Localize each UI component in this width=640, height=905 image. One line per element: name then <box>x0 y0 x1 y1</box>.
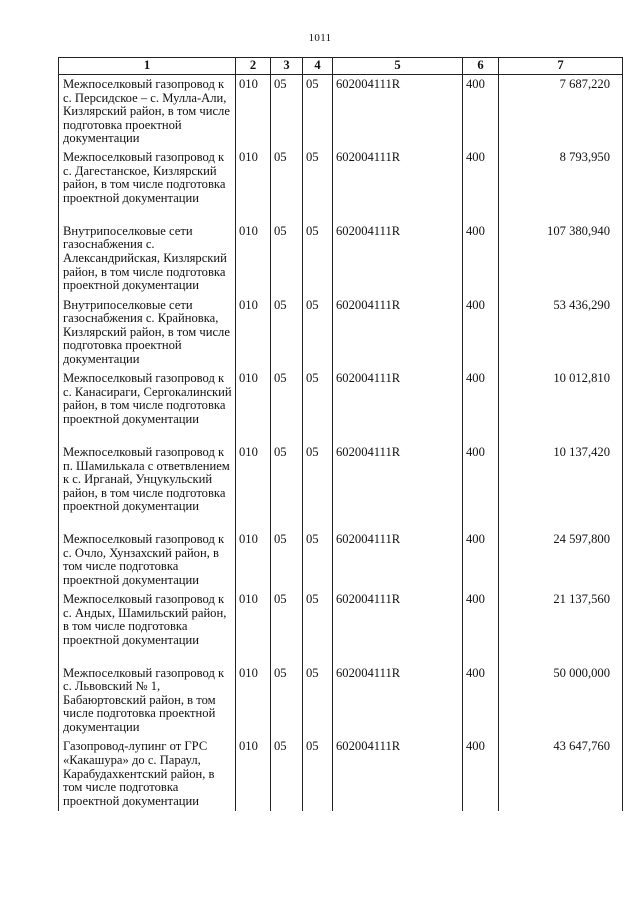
table-row <box>59 664 623 738</box>
row-code-6: 400 <box>463 222 499 296</box>
row-code-5: 602004111R <box>333 530 463 590</box>
row-code-3: 05 <box>271 664 303 738</box>
row-code-4: 05 <box>303 530 333 590</box>
row-code-6: 400 <box>463 369 499 443</box>
table-row <box>59 148 623 222</box>
row-code-2: 010 <box>236 737 271 811</box>
row-code-6: 400 <box>463 664 499 738</box>
row-code-2: 010 <box>236 75 271 149</box>
row-code-4: 05 <box>303 296 333 370</box>
row-code-2: 010 <box>236 296 271 370</box>
row-code-3: 05 <box>271 296 303 370</box>
column-header-7: 7 <box>499 58 623 75</box>
row-code-6: 400 <box>463 75 499 149</box>
row-code-4: 05 <box>303 737 333 811</box>
row-amount: 8 793,950 <box>499 148 623 222</box>
column-header-6: 6 <box>463 58 499 75</box>
row-code-5: 602004111R <box>333 148 463 222</box>
row-code-4: 05 <box>303 590 333 664</box>
row-code-4: 05 <box>303 75 333 149</box>
row-name: Межпоселковый газопровод к с. Дагестанское, Кизлярский район, в том числе подготовка проектной документации <box>59 148 236 222</box>
table-row <box>59 737 623 811</box>
row-amount: 24 597,800 <box>499 530 623 590</box>
row-code-2: 010 <box>236 369 271 443</box>
row-amount: 10 012,810 <box>499 369 623 443</box>
row-code-6: 400 <box>463 296 499 370</box>
row-name: Внутрипоселковые сети газоснабжения с. Крайновка, Кизлярский район, в том числе подготовка проектной документации <box>59 296 236 370</box>
table-header-row <box>59 58 623 75</box>
row-code-6: 400 <box>463 530 499 590</box>
row-code-2: 010 <box>236 148 271 222</box>
row-code-3: 05 <box>271 75 303 149</box>
table-row <box>59 222 623 296</box>
row-code-6: 400 <box>463 443 499 530</box>
row-amount: 7 687,220 <box>499 75 623 149</box>
row-code-5: 602004111R <box>333 443 463 530</box>
row-code-6: 400 <box>463 737 499 811</box>
row-name: Межпоселковый газопровод к с. Андых, Шамильский район, в том числе подготовка проектной документации <box>59 590 236 664</box>
row-code-3: 05 <box>271 369 303 443</box>
row-code-2: 010 <box>236 664 271 738</box>
row-code-4: 05 <box>303 148 333 222</box>
row-amount: 53 436,290 <box>499 296 623 370</box>
row-amount: 43 647,760 <box>499 737 623 811</box>
row-name: Межпоселковый газопровод к с. Львовский № 1, Бабаюртовский район, в том числе подготовка проектной документации <box>59 664 236 738</box>
row-code-5: 602004111R <box>333 369 463 443</box>
column-header-5: 5 <box>333 58 463 75</box>
row-code-2: 010 <box>236 443 271 530</box>
row-code-3: 05 <box>271 590 303 664</box>
row-name: Межпоселковый газопровод к с. Канасираги, Сергокалинский район, в том числе подготовка проектной документации <box>59 369 236 443</box>
row-amount: 50 000,000 <box>499 664 623 738</box>
row-code-6: 400 <box>463 590 499 664</box>
row-code-5: 602004111R <box>333 664 463 738</box>
row-code-3: 05 <box>271 530 303 590</box>
row-name: Межпоселковый газопровод к с. Очло, Хунзахский район, в том числе подготовка проектной документации <box>59 530 236 590</box>
column-header-2: 2 <box>236 58 271 75</box>
table-row <box>59 75 623 149</box>
row-code-4: 05 <box>303 222 333 296</box>
column-header-4: 4 <box>303 58 333 75</box>
row-code-5: 602004111R <box>333 590 463 664</box>
row-name: Межпоселковый газопровод к п. Шамилькала с ответвлением к с. Ирганай, Унцукульский район, в том числе подготовка проектной документации <box>59 443 236 530</box>
row-amount: 107 380,940 <box>499 222 623 296</box>
row-code-3: 05 <box>271 148 303 222</box>
table-row <box>59 296 623 370</box>
row-code-3: 05 <box>271 222 303 296</box>
row-code-3: 05 <box>271 737 303 811</box>
budget-table <box>58 57 623 811</box>
row-name: Внутрипоселковые сети газоснабжения с. Александрийская, Кизлярский район, в том числе подготовка проектной документации <box>59 222 236 296</box>
row-code-4: 05 <box>303 443 333 530</box>
row-amount: 21 137,560 <box>499 590 623 664</box>
row-code-5: 602004111R <box>333 75 463 149</box>
column-header-1: 1 <box>59 58 236 75</box>
column-header-3: 3 <box>271 58 303 75</box>
row-name: Межпоселковый газопровод к с. Персидское – с. Мулла-Али, Кизлярский район, в том числе подготовка проектной документации <box>59 75 236 149</box>
table-row <box>59 590 623 664</box>
row-code-6: 400 <box>463 148 499 222</box>
row-code-2: 010 <box>236 530 271 590</box>
row-code-2: 010 <box>236 222 271 296</box>
table-row <box>59 369 623 443</box>
row-name: Газопровод-лупинг от ГРС «Какашура» до с. Параул, Карабудахкентский район, в том числе подготовка проектной документации <box>59 737 236 811</box>
row-code-4: 05 <box>303 369 333 443</box>
table-row <box>59 530 623 590</box>
row-code-3: 05 <box>271 443 303 530</box>
row-amount: 10 137,420 <box>499 443 623 530</box>
row-code-4: 05 <box>303 664 333 738</box>
table-row <box>59 443 623 530</box>
row-code-5: 602004111R <box>333 222 463 296</box>
page-number: 1011 <box>308 32 332 44</box>
row-code-5: 602004111R <box>333 296 463 370</box>
row-code-5: 602004111R <box>333 737 463 811</box>
row-code-2: 010 <box>236 590 271 664</box>
